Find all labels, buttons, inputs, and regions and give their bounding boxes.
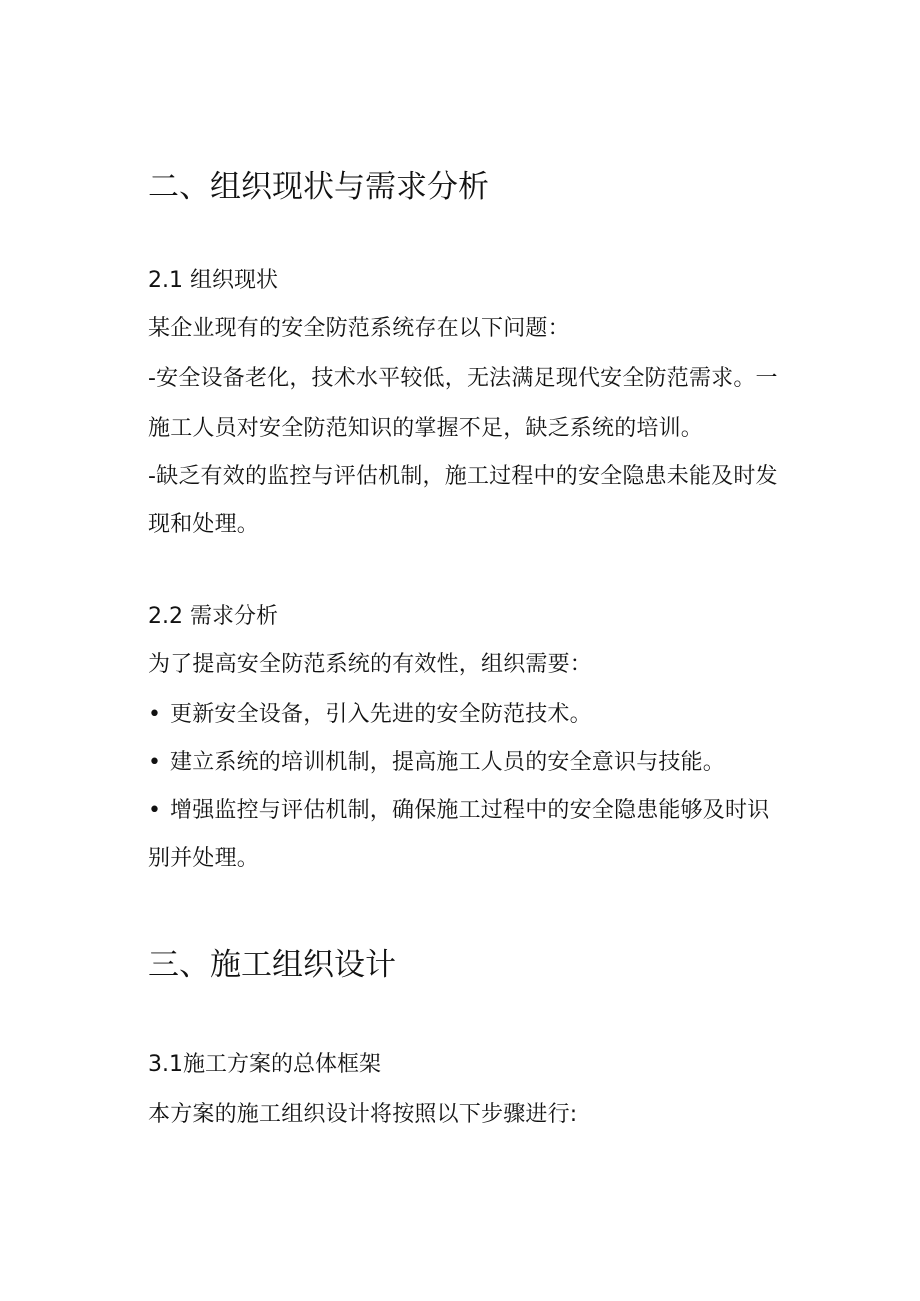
bullet-item bbox=[148, 800, 769, 822]
bullet-icon: • bbox=[148, 750, 162, 775]
bullet-text: 更新安全设备，引入先进的安全防范技术。 bbox=[170, 702, 592, 727]
bullet-icon: • bbox=[148, 798, 162, 823]
paragraph-2-2-intro: 为了提高安全防范系统的有效性，组织需要： bbox=[148, 652, 593, 677]
subsection-3-1-heading: 3.1施工方案的总体框架 bbox=[148, 1052, 381, 1077]
section-2-title: 二、组织现状与需求分析 bbox=[148, 169, 489, 205]
paragraph-line: 施工人员对安全防范知识的掌握不足，缺乏系统的培训。 bbox=[148, 416, 704, 441]
bullet-text: 建立系统的培训机制，提高施工人员的安全意识与技能。 bbox=[170, 750, 726, 775]
bullet-text: 增强监控与评估机制，确保施工过程中的安全隐患能够及时识 bbox=[170, 798, 770, 823]
paragraph-line: -安全设备老化，技术水平较低，无法满足现代安全防范需求。一 bbox=[148, 366, 778, 391]
bullet-continuation: 别并处理。 bbox=[148, 846, 260, 871]
bullet-item bbox=[148, 704, 592, 726]
bullet-icon: • bbox=[148, 702, 162, 727]
paragraph-line: 现和处理。 bbox=[148, 512, 260, 537]
paragraph-2-1-intro: 某企业现有的安全防范系统存在以下问题： bbox=[148, 316, 570, 341]
section-3-title: 三、施工组织设计 bbox=[148, 947, 396, 983]
subsection-2-2-heading: 2.2 需求分析 bbox=[148, 604, 278, 629]
subsection-2-1-heading: 2.1 组织现状 bbox=[148, 268, 278, 293]
paragraph-3-1-intro: 本方案的施工组织设计将按照以下步骤进行: bbox=[148, 1102, 578, 1127]
paragraph-line: -缺乏有效的监控与评估机制，施工过程中的安全隐患未能及时发 bbox=[148, 464, 778, 489]
bullet-item bbox=[148, 752, 725, 774]
